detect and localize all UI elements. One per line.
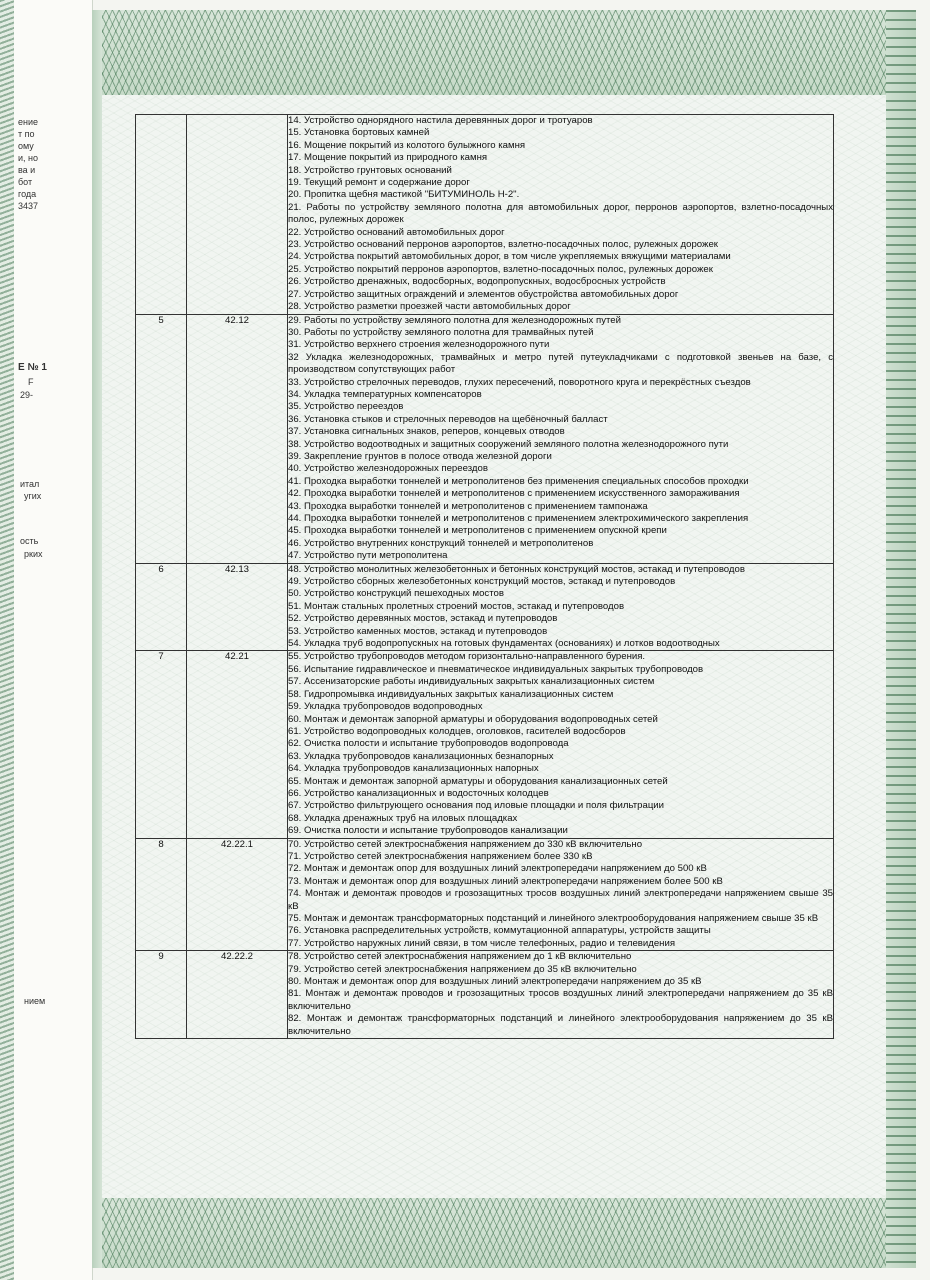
work-item: 66. Устройство канализационных и водосточных колодцев (288, 787, 549, 799)
work-item: 19. Текущий ремонт и содержание дорог (288, 177, 470, 189)
work-item: 54. Укладка труб водопропускных на готовых фундаментах (основаниях) и лотков водоотводных (288, 638, 720, 650)
work-item: 79. Устройство сетей электроснабжения напряжением до 35 кВ включительно (288, 963, 637, 975)
works-list-cell (288, 838, 834, 951)
work-item: 50. Устройство конструкций пешеходных мостов (288, 588, 504, 600)
previous-page-line: и, но (18, 153, 39, 163)
work-item: 41. Проходка выработки тоннелей и метрополитенов без применения специальных способов проходки (288, 475, 749, 487)
work-item: 63. Укладка трубопроводов канализационных безнапорных (288, 750, 554, 762)
work-item: 17. Мощение покрытий из природного камня (288, 152, 488, 164)
previous-page-mark: итал (20, 479, 40, 489)
works-list-cell (288, 563, 834, 651)
work-item: 56. Испытание гидравлическое и пневматическое индивидуальных закрытых трубопроводов (288, 663, 704, 675)
work-item: 53. Устройство каменных мостов, эстакад и путепроводов (288, 625, 548, 637)
previous-page-border (0, 0, 14, 1280)
work-item: 49. Устройство сборных железобетонных конструкций мостов, эстакад и путепроводов (288, 576, 676, 588)
work-item: 77. Устройство наружных линий связи, в том числе телефонных, радио и телевидения (288, 937, 676, 949)
work-item: 28. Устройство разметки проезжей части автомобильных дорог (288, 301, 571, 313)
okved-code-cell: 42.13 (187, 563, 288, 651)
previous-page-line: 3437 (18, 201, 39, 211)
table-row (136, 314, 834, 563)
previous-page-line: бот (18, 177, 33, 187)
work-item: 82. Монтаж и демонтаж трансформаторных подстанций и линейного электрооборудования напряжением до 35 кВ включительно (288, 1013, 833, 1037)
work-item: 75. Монтаж и демонтаж трансформаторных подстанций и линейного электрооборудования напряжением свыше 35 кВ (288, 913, 819, 924)
work-item: 71. Устройство сетей электроснабжения напряжением более 330 кВ (288, 850, 593, 862)
table-row (136, 651, 834, 838)
work-item: 33. Устройство стрелочных переводов, глухих пересечений, поворотного круга и перекрёстных съездов (288, 376, 751, 388)
work-item: 65. Монтаж и демонтаж запорной арматуры и оборудования канализационных сетей (288, 775, 668, 787)
table-row (136, 115, 834, 315)
table-row (136, 838, 834, 951)
work-item: 36. Установка стыков и стрелочных переводов на щебёночный балласт (288, 413, 608, 425)
work-item: 80. Монтаж и демонтаж опор для воздушных линий электропередачи напряжением до 35 кВ (288, 976, 702, 988)
table-row (136, 951, 834, 1039)
okved-code-cell: 42.12 (187, 314, 288, 563)
guilloche-border-top (92, 10, 916, 95)
work-item: 74. Монтаж и демонтаж проводов и грозозащитных тросов воздушных линий электропередачи напряжением свыше 35 кВ (288, 888, 833, 912)
works-list-cell (288, 314, 834, 563)
row-number-cell: 6 (136, 563, 187, 651)
work-item: 60. Монтаж и демонтаж запорной арматуры и оборудования водопроводных сетей (288, 713, 658, 725)
work-item: 69. Очистка полости и испытание трубопроводов канализации (288, 825, 568, 837)
row-number-cell: 5 (136, 314, 187, 563)
row-number-cell: 8 (136, 838, 187, 951)
work-item: 37. Установка сигнальных знаков, реперов, концевых отводов (288, 426, 565, 438)
work-item: 61. Устройство водопроводных колодцев, оголовков, гасителей водосборов (288, 725, 626, 737)
okved-code-cell: 42.22.2 (187, 951, 288, 1039)
work-item: 57. Ассенизаторские работы индивидуальных закрытых канализационных систем (288, 676, 655, 688)
work-item: 26. Устройство дренажных, водосборных, водопропускных, водосбросных устройств (288, 276, 666, 288)
works-list-cell (288, 115, 834, 315)
previous-page-mark: угих (24, 491, 42, 501)
work-item: 31. Устройство верхнего строения железнодорожного пути (288, 339, 550, 351)
work-item: 43. Проходка выработки тоннелей и метрополитенов с применением тампонажа (288, 500, 648, 512)
previous-page-text-block (18, 116, 38, 212)
previous-page-line: т по (18, 129, 35, 139)
work-item: 23. Устройство оснований перронов аэропортов, взлетно-посадочных полос, рулежных дорожек (288, 239, 718, 251)
work-item: 55. Устройство трубопроводов методом горизонтально-направленного бурения. (288, 651, 646, 663)
work-item: 30. Работы по устройству земляного полотна для трамвайных путей (288, 326, 594, 338)
work-item: 32 Укладка железнодорожных, трамвайных и метро путей путеукладчиками с подготовкой звеньев на базе, с производством сопутствующих работ (288, 351, 833, 376)
work-item: 58. Гидропромывка индивидуальных закрытых канализационных систем (288, 688, 614, 700)
work-item: 72. Монтаж и демонтаж опор для воздушных линий электропередачи напряжением до 500 кВ (288, 863, 707, 875)
work-item: 35. Устройство переездов (288, 401, 404, 413)
previous-page-mark: нием (24, 996, 46, 1006)
work-item: 29. Работы по устройству земляного полотна для железнодорожных путей (288, 314, 621, 326)
works-list-cell (288, 951, 834, 1039)
work-item: 67. Устройство фильтрующего основания под иловые площадки и поля фильтрации (288, 800, 665, 812)
work-item: 51. Монтаж стальных пролетных строений мостов, эстакад и путепроводов (288, 600, 625, 612)
work-item: 68. Укладка дренажных труб на иловых площадках (288, 812, 518, 824)
work-item: 14. Устройство однорядного настила деревянных дорог и тротуаров (288, 115, 593, 126)
work-item: 24. Устройства покрытий автомобильных дорог, в том числе укрепляемых вяжущими материалами (288, 251, 731, 263)
work-item: 47. Устройство пути метрополитена (288, 550, 448, 562)
work-item: 64. Укладка трубопроводов канализационных напорных (288, 763, 539, 775)
guilloche-border-right (886, 10, 916, 1268)
work-item: 76. Установка распределительных устройств, коммутационной аппаратуры, устройств защиты (288, 925, 711, 937)
row-number-cell (136, 115, 187, 315)
guilloche-border-bottom (92, 1198, 916, 1268)
okved-code-cell (187, 115, 288, 315)
work-item: 21. Работы по устройству земляного полотна для автомобильных дорог, перронов аэропортов, взлетно-посадочных полос, рулежных дорожек (288, 201, 833, 226)
work-item: 78. Устройство сетей электроснабжения напряжением до 1 кВ включительно (288, 951, 632, 963)
works-list-cell (288, 651, 834, 838)
work-item: 22. Устройство оснований автомобильных дорог (288, 226, 505, 238)
work-item: 48. Устройство монолитных железобетонных и бетонных конструкций мостов, эстакад и путепроводов (288, 563, 745, 575)
row-number-cell: 7 (136, 651, 187, 838)
work-item: 15. Установка бортовых камней (288, 127, 430, 139)
previous-page-line: года (18, 189, 37, 199)
work-item: 40. Устройство железнодорожных переездов (288, 463, 488, 475)
work-item: 46. Устройство внутренних конструкций тоннелей и метрополитенов (288, 537, 594, 549)
guilloche-border-left (92, 10, 102, 1268)
previous-page-mark: рких (24, 549, 43, 559)
row-number-cell: 9 (136, 951, 187, 1039)
work-item: 59. Укладка трубопроводов водопроводных (288, 701, 483, 713)
previous-page-mark: F (28, 377, 34, 387)
work-item: 25. Устройство покрытий перронов аэропортов, взлетно-посадочных полос, рулежных дорожек (288, 263, 713, 275)
work-item: 73. Монтаж и демонтаж опор для воздушных линий электропередачи напряжением более 500 кВ (288, 875, 723, 887)
work-item: 62. Очистка полости и испытание трубопроводов водопровода (288, 738, 569, 750)
previous-page-mark: ость (20, 536, 39, 546)
works-table (135, 114, 834, 1039)
previous-page-edge (0, 0, 93, 1280)
previous-page-mark: 29- (20, 390, 34, 400)
work-item: 52. Устройство деревянных мостов, эстакад и путепроводов (288, 613, 558, 625)
work-item: 81. Монтаж и демонтаж проводов и грозозащитных тросов воздушных линий электропередачи напряжением до 35 кВ включительно (288, 988, 833, 1012)
okved-code-cell: 42.22.1 (187, 838, 288, 951)
work-item: 18. Устройство грунтовых оснований (288, 164, 452, 176)
work-item: 39. Закрепление грунтов в полосе отвода железной дороги (288, 450, 552, 462)
work-item: 20. Пропитка щебня мастикой "БИТУМИНОЛЬ Н-2". (288, 189, 520, 201)
previous-page-line: ва и (18, 165, 36, 175)
work-item: 42. Проходка выработки тоннелей и метрополитенов с применением искусственного замораживания (288, 488, 740, 500)
work-item: 44. Проходка выработки тоннелей и метрополитенов с применением электрохимического закрепления (288, 513, 749, 524)
work-item: 34. Укладка температурных компенсаторов (288, 388, 482, 400)
work-item: 45. Проходка выработки тоннелей и метрополитенов с применением опускной крепи (288, 525, 667, 537)
okved-code-cell: 42.21 (187, 651, 288, 838)
work-item: 16. Мощение покрытий из колотого булыжного камня (288, 139, 526, 151)
work-item: 38. Устройство водоотводных и защитных сооружений земляного полотна железнодорожного пути (288, 438, 729, 450)
previous-page-mark: Е № 1 (18, 362, 47, 373)
table-row (136, 563, 834, 651)
work-item: 27. Устройство защитных ограждений и элементов обустройства автомобильных дорог (288, 288, 679, 300)
previous-page-line: ому (18, 141, 34, 151)
certificate-page (92, 10, 916, 1268)
work-item: 70. Устройство сетей электроснабжения напряжением до 330 кВ включительно (288, 838, 643, 850)
previous-page-line: ение (18, 117, 39, 127)
